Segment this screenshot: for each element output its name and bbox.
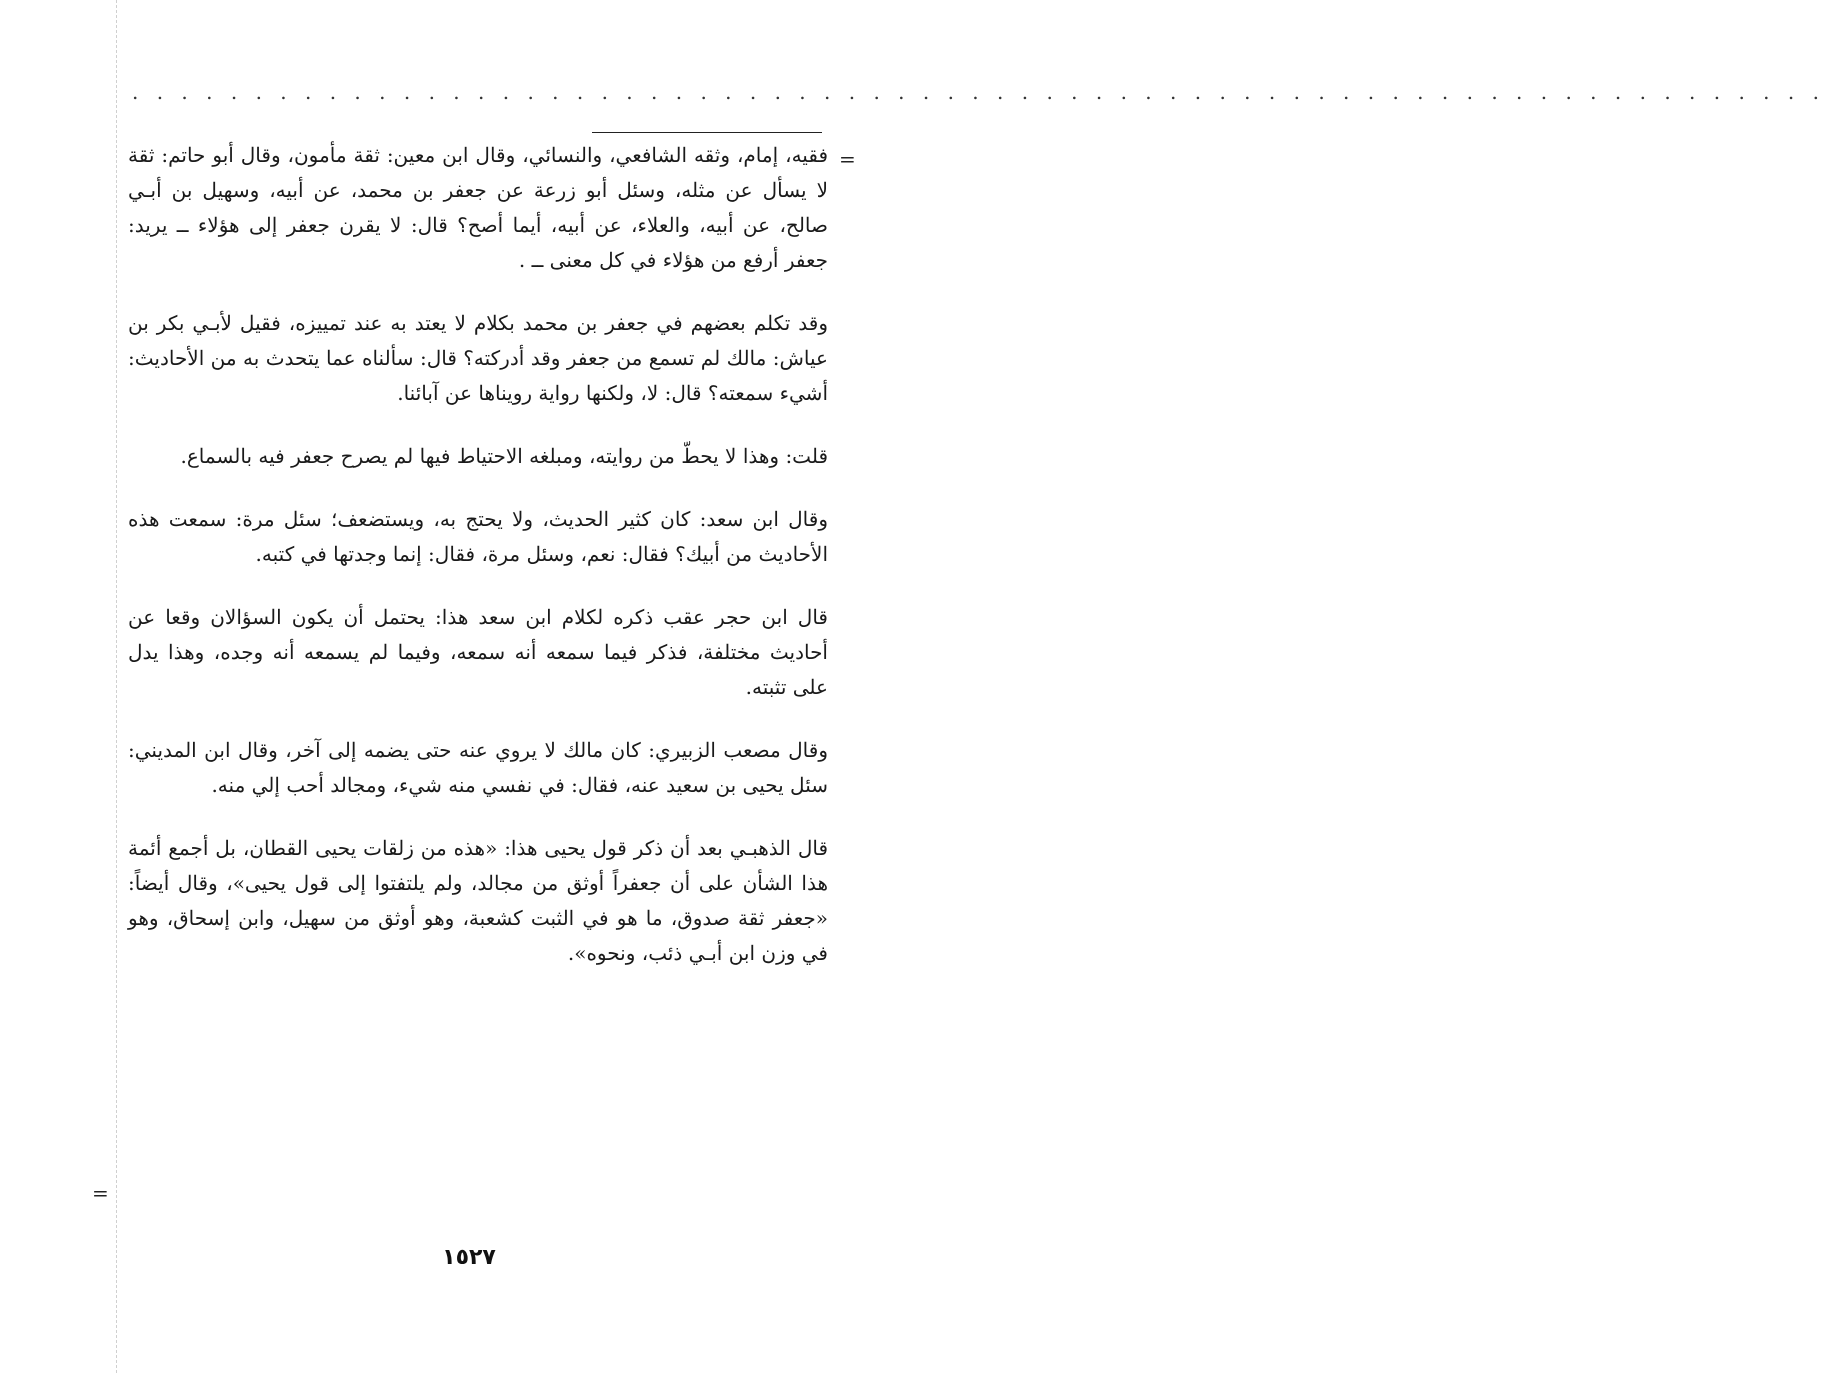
page-number: ١٥٢٧ [442, 1245, 496, 1270]
page-edge-line [116, 0, 117, 1373]
continuation-mark-top: = [839, 147, 856, 171]
footnote-rule [592, 132, 822, 133]
continuation-mark-bottom: = [92, 1181, 109, 1205]
paragraph: فقيه، إمام، وثقه الشافعي، والنسائي، وقال ابن معين: ثقة مأمون، وقال أبو حاتم: ثقة لا يسأل عن مثله، وسئل أبو زرعة عن جعفر بن محمد، عن أبيه، وسهيل بن أبـي صالح، عن أبيه، والعلاء، عن أبيه، أيما أصح؟ قال: لا يقرن جعفر إلى هؤلاء ــ يريد: جعفر أرفع من هؤلاء في كل معنى ــ . [128, 143, 829, 272]
page-body [128, 138, 828, 999]
header-dotted-line: . . . . . . . . . . . . . . . . . . . . . . . . . . . . . . . . . . . . . . . . . . . . . . . . . . . . . . . . . . . . . . . . . . . . . [132, 80, 1825, 104]
paragraph: قال ابن حجر عقب ذكره لكلام ابن سعد هذا: يحتمل أن يكون السؤالان وقعا عن أحاديث مختلفة، فذكر فيما سمعه أنه سمعه، وفيما لم يسمعه أنه وجده، وهذا يدل على تثبته. [128, 605, 828, 699]
paragraph: قلت: وهذا لا يحطّ من روايته، ومبلغه الاحتياط فيها لم يصرح جعفر فيه بالسماع. [180, 444, 828, 468]
paragraph: وقال مصعب الزبيري: كان مالك لا يروي عنه حتى يضمه إلى آخر، وقال ابن المديني: سئل يحيى بن سعيد عنه، فقال: في نفسي منه شيء، ومجالد أحب إلي منه. [128, 738, 828, 797]
paragraph: وقال ابن سعد: كان كثير الحديث، ولا يحتج به، ويستضعف؛ سئل مرة: سمعت هذه الأحاديث من أبيك؟ فقال: نعم، وسئل مرة، فقال: إنما وجدتها في كتبه. [128, 507, 828, 566]
paragraph: وقد تكلم بعضهم في جعفر بن محمد بكلام لا يعتد به عند تمييزه، فقيل لأبـي بكر بن عياش: مالك لم تسمع من جعفر وقد أدركته؟ قال: سألناه عما يتحدث به من الأحاديث: أشيء سمعته؟ قال: لا، ولكنها رواية رويناها عن آبائنا. [128, 311, 828, 405]
paragraph: قال الذهبـي بعد أن ذكر قول يحيى هذا: «هذه من زلقات يحيى القطان، بل أجمع أئمة هذا الشأن على أن جعفراً أوثق من مجالد، ولم يلتفتوا إلى قول يحيى»، وقال أيضاً: «جعفر ثقة صدوق، ما هو في الثبت كشعبة، وهو أوثق من سهيل، وابن إسحاق، وهو في وزن ابن أبـي ذئب، ونحوه». [128, 836, 828, 965]
